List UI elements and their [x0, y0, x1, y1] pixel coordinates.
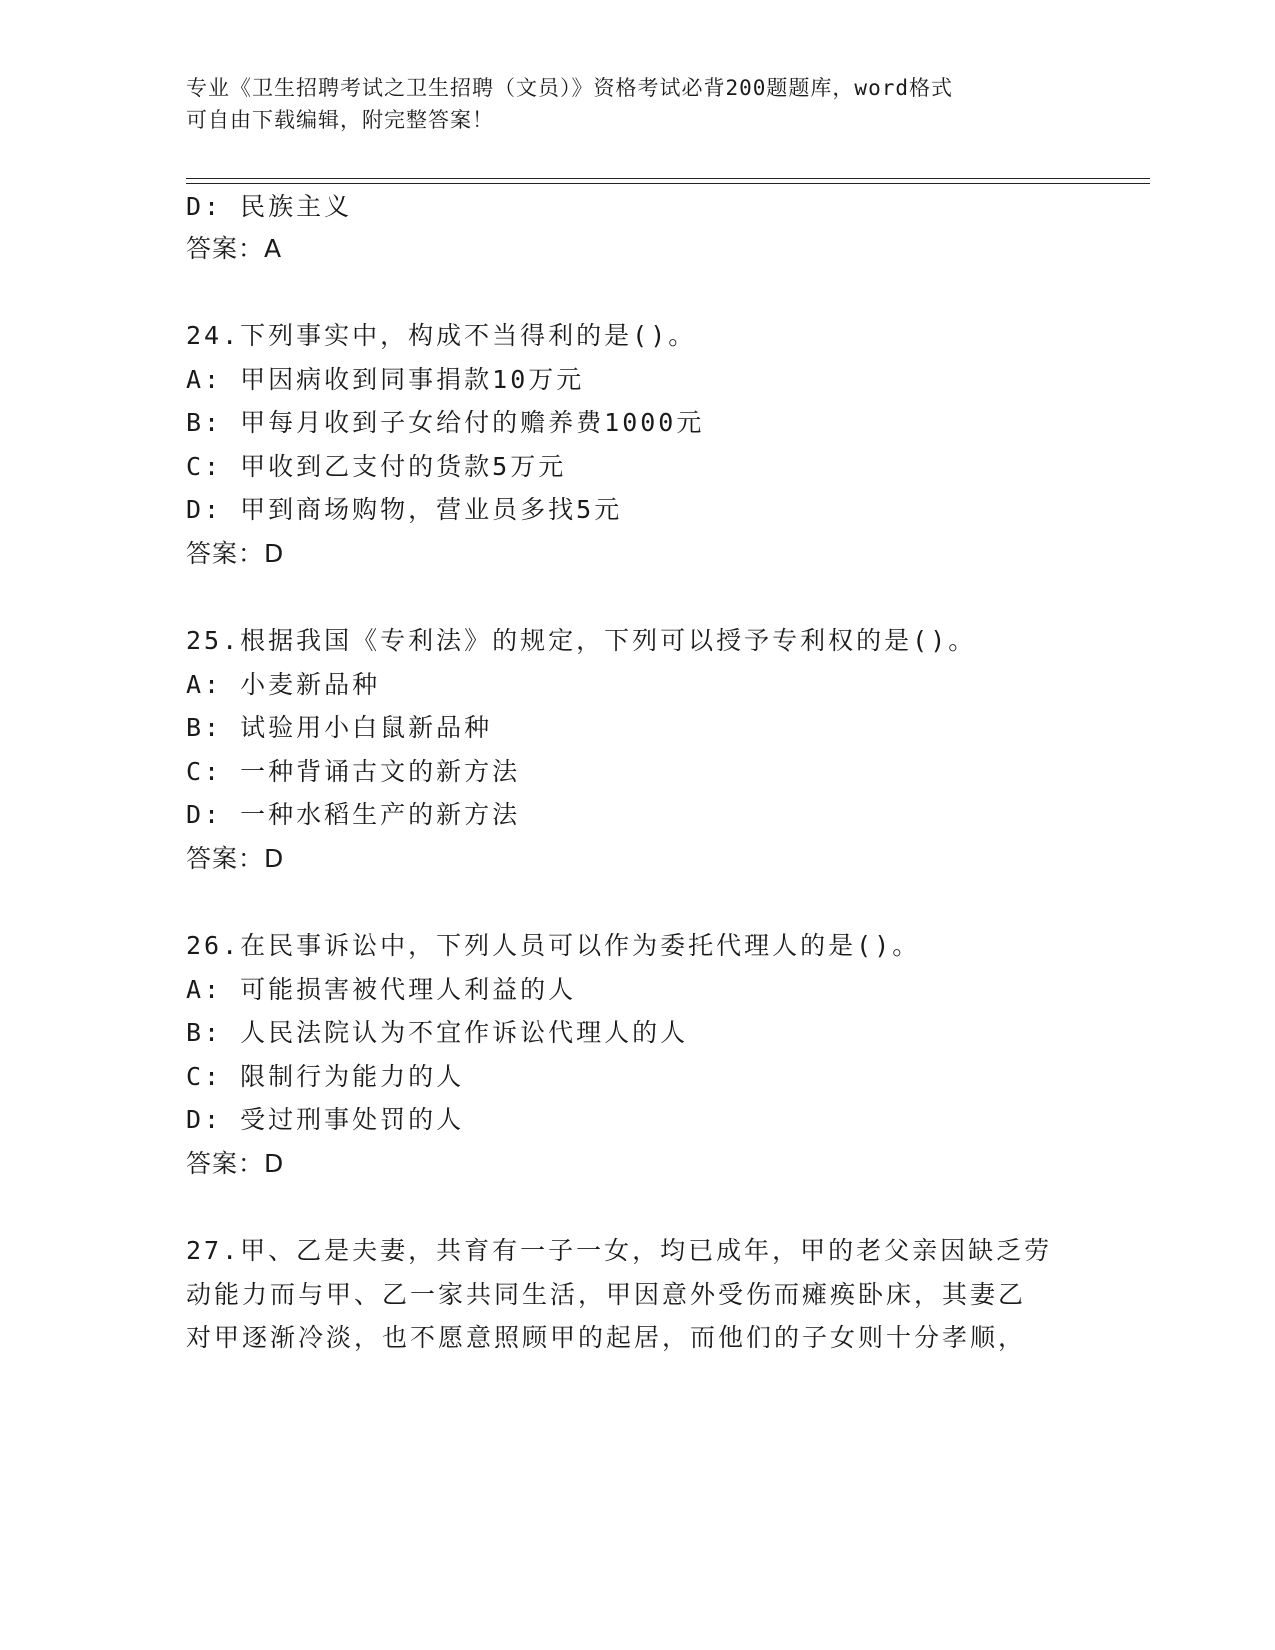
header-title-line-2: 可自由下载编辑，附完整答案！ [186, 108, 494, 132]
question-25-option-b: B: 试验用小白鼠新品种 [186, 713, 493, 742]
question-24-option-b: B: 甲每月收到子女给付的赡养费1000元 [186, 408, 705, 437]
question-25-stem: 25.根据我国《专利法》的规定，下列可以授予专利权的是()。 [186, 626, 977, 655]
question-24-option-c: C: 甲收到乙支付的货款5万元 [186, 452, 567, 481]
question-24-option-d: D: 甲到商场购物，营业员多找5元 [186, 495, 623, 524]
prev-option-d: D: 民族主义 [186, 192, 353, 221]
question-25-option-c: C: 一种背诵古文的新方法 [186, 757, 521, 786]
question-24-answer: 答案：D [186, 539, 285, 568]
question-25-option-a: A: 小麦新品种 [186, 670, 381, 699]
question-25-option-d: D: 一种水稻生产的新方法 [186, 800, 521, 829]
header-divider-top [186, 178, 1150, 179]
prev-answer: 答案：A [186, 234, 283, 263]
question-26-answer: 答案：D [186, 1149, 285, 1178]
question-26-stem: 26.在民事诉讼中，下列人员可以作为委托代理人的是()。 [186, 931, 921, 960]
header-divider-bottom [186, 183, 1150, 184]
header-title-line-1: 专业《卫生招聘考试之卫生招聘（文员）》资格考试必背200题题库，word格式 [186, 76, 953, 100]
question-24-option-a: A: 甲因病收到同事捐款10万元 [186, 365, 585, 394]
question-25-answer: 答案：D [186, 844, 285, 873]
question-26-option-c: C: 限制行为能力的人 [186, 1062, 465, 1091]
question-26-option-d: D: 受过刑事处罚的人 [186, 1105, 465, 1134]
question-24-stem: 24.下列事实中，构成不当得利的是()。 [186, 321, 697, 350]
question-27-stem-line-1: 27.甲、乙是夫妻，共育有一子一女，均已成年，甲的老父亲因缺乏劳 [186, 1236, 1053, 1265]
question-26-option-a: A: 可能损害被代理人利益的人 [186, 975, 577, 1004]
question-26-option-b: B: 人民法院认为不宜作诉讼代理人的人 [186, 1018, 689, 1047]
document-header [186, 72, 1086, 136]
question-27-stem-line-2: 动能力而与甲、乙一家共同生活，甲因意外受伤而瘫痪卧床，其妻乙 [186, 1280, 1027, 1309]
question-27-stem-line-3: 对甲逐渐冷淡，也不愿意照顾甲的起居，而他们的子女则十分孝顺， [186, 1323, 1027, 1352]
